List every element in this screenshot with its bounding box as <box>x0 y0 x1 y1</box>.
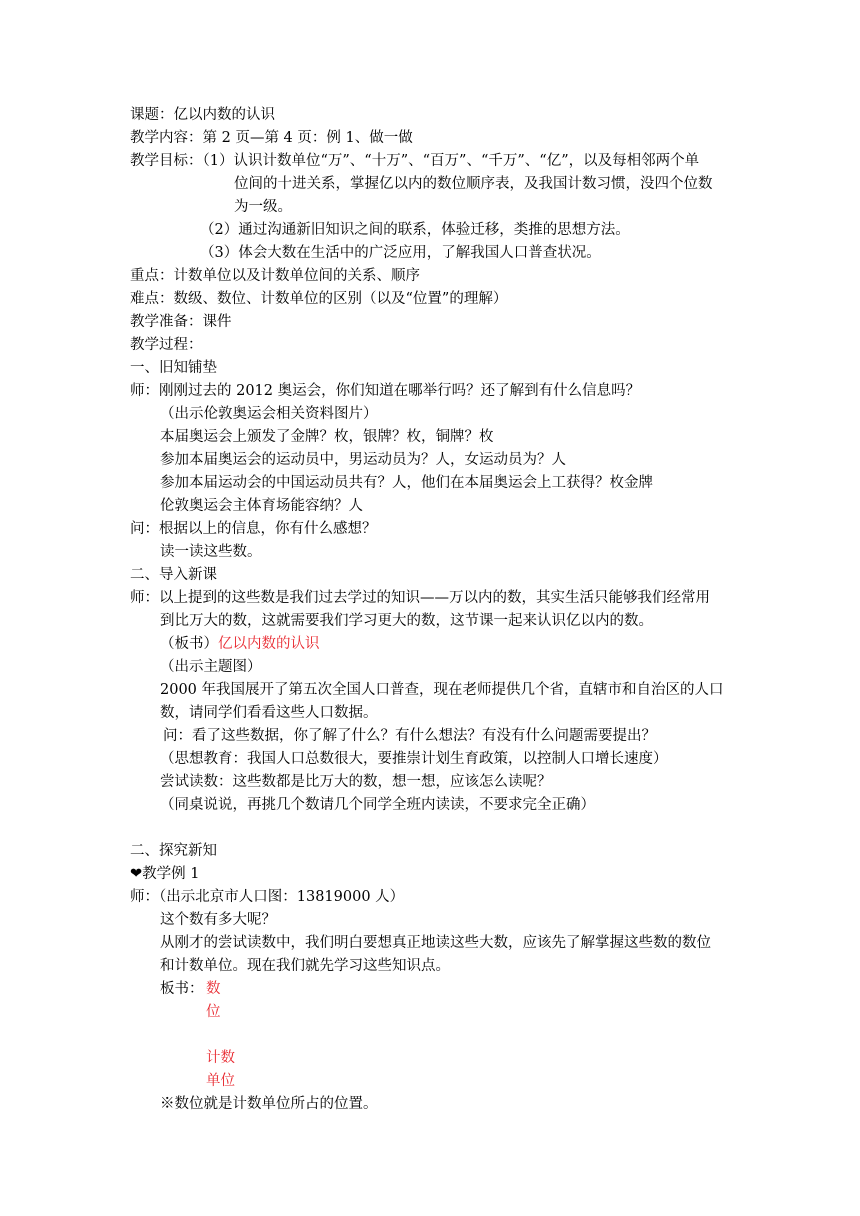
note-line: ※数位就是计数单位所占的位置。 <box>160 1096 378 1112</box>
section-3-line: 和计数单位。现在我们就先学习这些知识点。 <box>160 958 450 974</box>
teaching-goal-1-cont: 位间的十进关系，掌握亿以内的数位顺序表，及我国计数习惯，没四个位数 <box>234 176 713 192</box>
section-2-line: 尝试读数：这些数都是比万大的数，想一想，应该怎么读呢？ <box>160 774 552 790</box>
section-1-line: 读一读这些数。 <box>160 544 262 560</box>
board-red-text: 位 <box>206 1004 221 1020</box>
teaching-goal-3: （3）体会大数在生活中的广泛应用，了解我国人口普查状况。 <box>200 245 601 261</box>
board-label: （板书） <box>160 636 218 652</box>
preparation: 教学准备：课件 <box>130 314 232 330</box>
section-1-line: 伦敦奥运会主体育场能容纳？人 <box>160 498 363 514</box>
section-2-line: 师：以上提到的这些数是我们过去学过的知识——万以内的数，其实生活只能够我们经常用 <box>130 590 710 606</box>
lesson-title: 课题：亿以内数的认识 <box>130 107 275 123</box>
board-title-red: 亿以内数的认识 <box>218 636 320 652</box>
example-heading: ❤教学例 1 <box>130 866 200 882</box>
section-2-line: （同桌说说，再挑几个数请几个同学全班内读读，不要求完全正确） <box>160 797 595 813</box>
teaching-goal-1: 教学目标：（1）认识计数单位“万”、“十万”、“百万”、“千万”、“亿”，以及每相邻两个单 <box>130 153 700 169</box>
section-1-line: 参加本届奥运会的运动员中，男运动员为？人，女运动员为？人 <box>160 452 566 468</box>
section-2-line: 问：看了这些数据，你了解了什么？有什么想法？有没有什么问题需要提出？ <box>163 728 656 744</box>
section-1-line: 师：刚刚过去的 2012 奥运会，你们知道在哪举行吗？还了解到有什么信息吗？ <box>130 383 641 399</box>
section-1-heading: 一、旧知铺垫 <box>130 360 217 376</box>
section-3-line: 师：（出示北京市人口图：13819000 人） <box>130 889 405 905</box>
section-2-line: 2000 年我国展开了第五次全国人口普查，现在老师提供几个省，直辖市和自治区的人口 <box>160 682 724 698</box>
teaching-content: 教学内容：第 2 页—第 4 页：例 1、做一做 <box>130 130 413 146</box>
process-heading: 教学过程： <box>130 337 203 353</box>
section-2-heading: 二、导入新课 <box>130 567 217 583</box>
section-1-line: 参加本届运动会的中国运动员共有？人，他们在本届奥运会上工获得？枚金牌 <box>160 475 653 491</box>
section-3-line: 从刚才的尝试读数中，我们明白要想真正地读这些大数，应该先了解掌握这些数的数位 <box>160 935 711 951</box>
board-red-text: 数 <box>206 981 221 997</box>
section-1-line: 本届奥运会上颁发了金牌？枚，银牌？枚，铜牌？枚 <box>160 429 494 445</box>
section-2-board-line <box>160 634 320 654</box>
section-3-line: 这个数有多大呢？ <box>160 912 276 928</box>
board-red-text: 单位 <box>206 1073 235 1089</box>
section-2-line: 数，请同学们看看这些人口数据。 <box>160 705 378 721</box>
section-2-line: 到比万大的数，这就需要我们学习更大的数，这节课一起来认识亿以内的数。 <box>160 613 653 629</box>
section-2-line: （出示主题图） <box>160 659 262 675</box>
board-label: 板书： <box>160 981 204 997</box>
teaching-goal-1-end: 为一级。 <box>234 199 292 215</box>
section-1-line: （出示伦敦奥运会相关资料图片） <box>160 406 378 422</box>
section-2-line: （思想教育：我国人口总数很大，要推崇计划生育政策，以控制人口增长速度） <box>160 751 668 767</box>
section-1-line: 问：根据以上的信息，你有什么感想？ <box>130 521 377 537</box>
section-3-heading: 二、探究新知 <box>130 843 217 859</box>
difficulty: 难点：数级、数位、计数单位的区别（以及“位置”的理解） <box>130 291 508 307</box>
key-point: 重点：计数单位以及计数单位间的关系、顺序 <box>130 268 420 284</box>
board-red-text: 计数 <box>206 1050 235 1066</box>
teaching-goal-2: （2）通过沟通新旧知识之间的联系，体验迁移，类推的思想方法。 <box>200 222 630 238</box>
